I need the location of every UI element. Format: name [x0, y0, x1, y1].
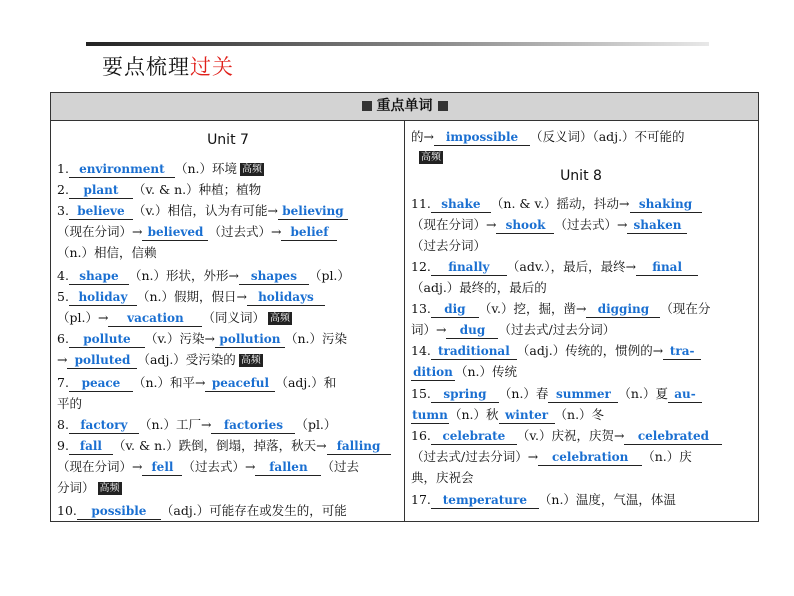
list-item: （现在分词）→ believed （过去式）→ belief	[57, 222, 337, 242]
list-item: 11. shake （n. & v.）摇动，抖动→ shaking	[411, 194, 702, 214]
list-item: 8. factory （n.）工厂→ factories （pl.）	[57, 417, 337, 432]
list-item	[411, 147, 443, 167]
list-item: dition （n.）传统	[411, 362, 517, 382]
list-item: （现在分词）→ fell （过去式）→ fallen （过去	[57, 459, 359, 474]
table-title: 重点单词	[376, 98, 433, 114]
list-item: 13. dig （v.）挖，掘，凿→ digging （现在分	[411, 301, 711, 316]
high-frequency-badge: 高频	[269, 313, 290, 324]
list-item: 5. holiday （n.）假期，假日→ holidays	[57, 287, 325, 307]
unit-title: Unit 8	[560, 168, 602, 184]
column-divider	[404, 120, 405, 521]
list-item: （pl.）→ vacation （同义词） 高频	[57, 310, 290, 325]
high-frequency-badge: 高频	[241, 164, 262, 175]
list-item: 2. plant （v. & n.）种植；植物	[57, 182, 262, 197]
list-item: 14. traditional （adj.）传统的，惯例的→ tra-	[411, 341, 701, 361]
list-item: 1. environment （n.）环境 高频	[57, 161, 262, 176]
list-item: （n.）相信，信赖	[57, 245, 157, 260]
vocab-table	[50, 92, 759, 522]
list-item: （过去分词）	[411, 238, 487, 253]
list-item: → polluted （adj.）受污染的 高频	[57, 352, 261, 367]
list-item: 7. peace （n.）和平→ peaceful （adj.）和	[57, 375, 337, 390]
list-item: 6. pollute （v.）污染→ pollution （n.）污染	[57, 331, 347, 346]
list-item: （过去式/过去分词）→ celebration （n.）庆	[411, 449, 692, 464]
list-item: 3. believe （v.）相信，认为有可能→ believing	[57, 201, 348, 221]
high-frequency-badge: 高频	[99, 483, 120, 494]
list-item: 12. finally （adv.），最后，最终→ final	[411, 257, 698, 277]
list-item: tumn（n.）秋 winter （n.）冬	[412, 407, 605, 422]
high-frequency-badge: 高频	[240, 355, 261, 366]
list-item: 9. fall （v. & n.）跌倒，倒塌，掉落，秋天→ falling	[57, 436, 391, 456]
unit-title: Unit 7	[207, 132, 249, 148]
list-item: 的→ impossible （反义词）（adj.）不可能的	[411, 129, 685, 144]
heading-red: 过关	[190, 55, 234, 79]
list-item: （现在分词）→ shook （过去式）→ shaken	[411, 215, 687, 235]
list-item: 17. temperature （n.）温度，气温，体温	[411, 492, 676, 507]
list-item: （adj.）最终的，最后的	[411, 280, 547, 295]
heading-black: 要点梳理	[102, 55, 190, 79]
square-icon	[362, 101, 372, 111]
list-item: 平的	[57, 396, 83, 411]
list-item: 4. shape （n.）形状，外形→ shapes （pl.）	[57, 268, 350, 283]
list-item: 10. possible （adj.）可能存在或发生的，可能	[57, 503, 347, 518]
table-header	[51, 93, 758, 121]
list-item: 典，庆祝会	[411, 470, 474, 485]
list-item: 词）→ dug （过去式/过去分词）	[411, 322, 616, 337]
list-item: 分词） 高频	[57, 480, 120, 495]
list-item: 16. celebrate （v.）庆祝，庆贺→ celebrated	[411, 426, 722, 446]
top-rule	[86, 42, 709, 46]
square-icon	[438, 101, 448, 111]
list-item: 15. spring （n.）春 summer （n.）夏 au-	[411, 384, 702, 404]
section-heading	[102, 51, 234, 81]
high-frequency-badge: 高频	[421, 152, 441, 163]
